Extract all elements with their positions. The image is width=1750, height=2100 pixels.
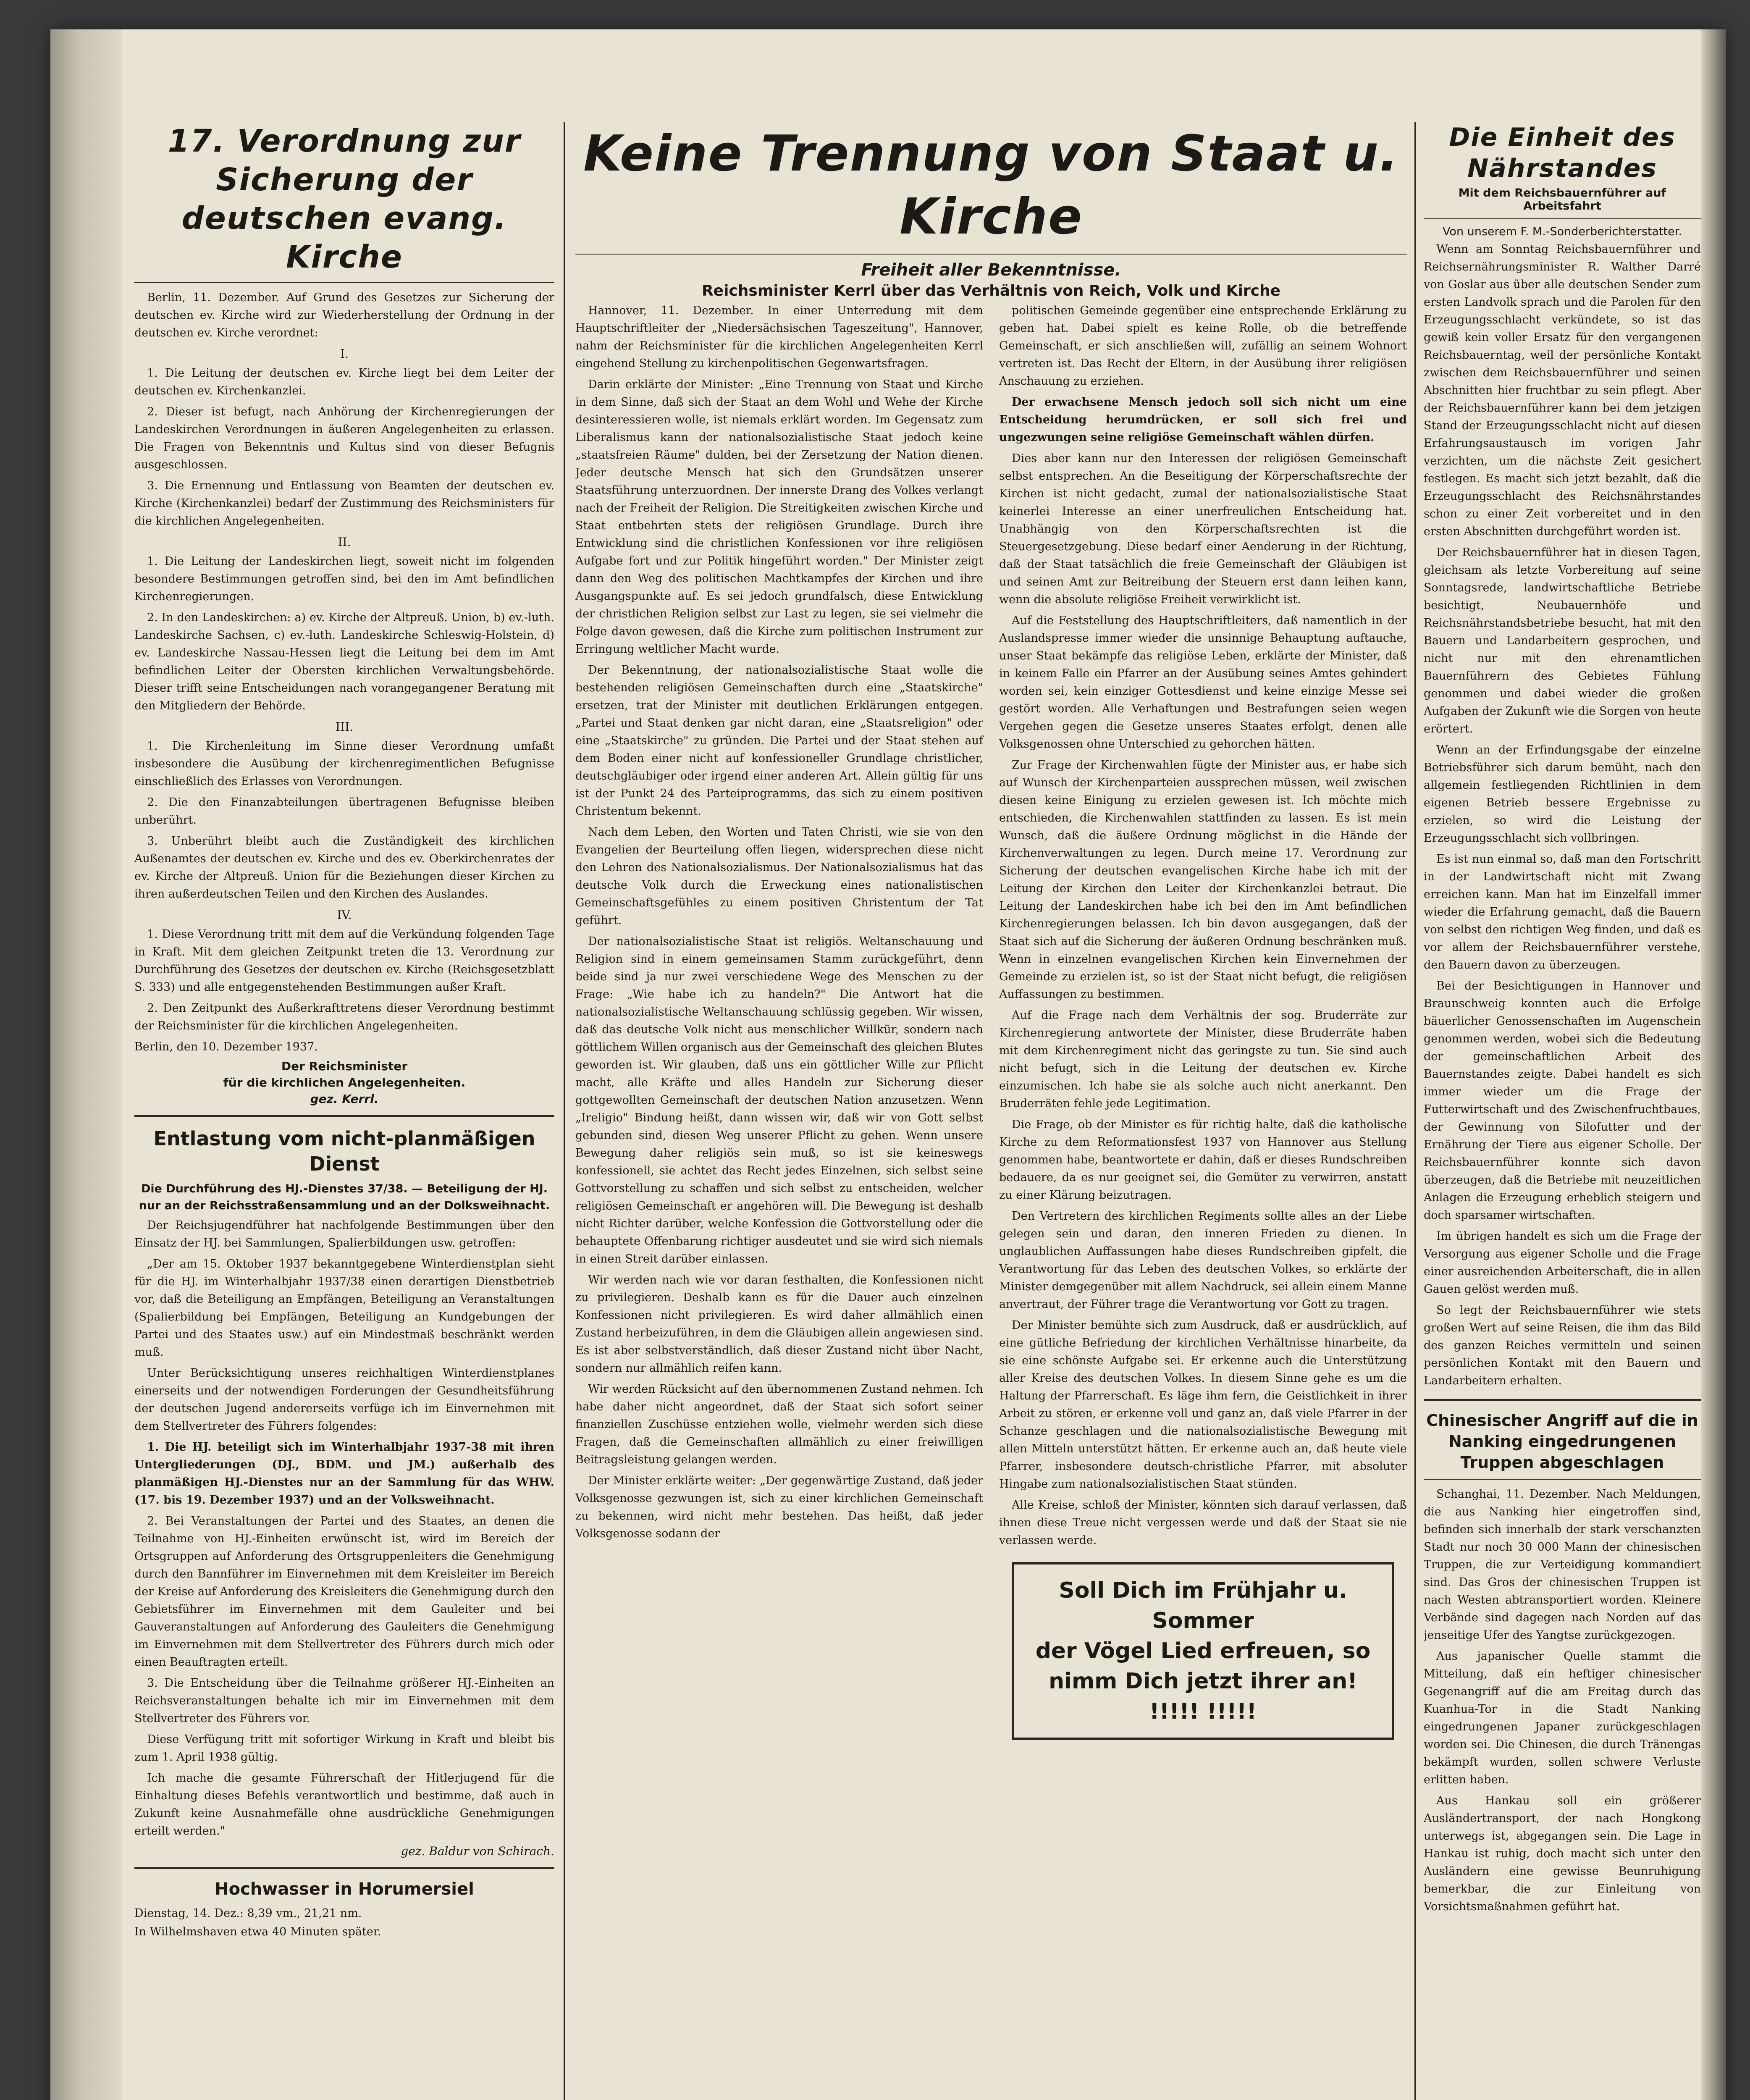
tide-line: In Wilhelmshaven etwa 40 Minuten später. [134,1925,381,1938]
paragraph: Nach dem Leben, den Worten und Taten Christi, wie sie von den Evangelien der Beurteilung offen liegen, widersprechen diese nicht den Lehren des Nationalsozialismus. Der Nationalsozialismus hat das deutsche Volk durch die Erweckung eines nationalistischen Gemeinschaftsgefühles zu einem positiven Christentum der Tat geführt. [575,826,983,927]
article-headline: Die Einheit des Nährstandes [1449,123,1676,183]
tide-line: Dienstag, 14. Dez.: 8,39 vm., 21,21 nm. [134,1907,362,1920]
right-column [1424,122,1701,1919]
paragraph: Ich mache die gesamte Führerschaft der Hitlerjugend für die Einhaltung dieses Befehls verantwortlich und bestimme, daß auch in Zukunft keine Ausnahmefälle ohne ausdrückliche Genehmigungen erteilt werden." [134,1772,554,1838]
paragraph: Den Vertretern des kirchlichen Regiments sollte alles an der Liebe gelegen sein und daran, den inneren Frieden zu dienen. In unglaublichen Auffassungen habe dieses Rundschreiben gipfelt, die Verantwortung für das Leben des deutschen Volkes, so erklärte der Minister demgegenüber mit allem Nachdruck, sei allein einem Manne anvertraut, der Führer trage die Verantwortung vor Gott zu tragen. [999,1210,1407,1311]
paragraph: Der Minister erklärte weiter: „Der gegenwärtige Zustand, daß jeder Volksgenosse gezwungen ist, sich zu einer kirchlichen Gemeinschaft zu bekennen, wird nicht mehr bestehen. Das heißt, daß jeder Volksgenosse sodann der [575,1474,983,1540]
ad-line: nimm Dich jetzt ihrer an! !!!!! !!!!! [1049,1669,1357,1724]
page-edge [1701,29,1726,2100]
article-subcolumn [999,302,1407,1740]
article-subhead: Mit dem Reichsbauernführer auf Arbeitsfahrt [1458,186,1666,213]
paragraph: Die Frage, ob der Minister es für richtig halte, daß die katholische Kirche zu dem Reformationsfest 1937 von Hannover aus Stellung genommen habe, beantwortete er dahin, daß er dieses Rundschreiben bedauere, da es nur geeignet sei, die Gemüter zu verwirren, anstatt zu einer Klärung beizutragen. [999,1118,1407,1202]
paragraph: Der erwachsene Mensch jedoch soll sich nicht um eine Entscheidung herumdrücken, er soll sich frei und ungezwungen seine religiöse Gemeinschaft wählen dürfen. [999,396,1407,444]
divider [1424,1479,1701,1480]
paragraph: 2. Bei Veranstaltungen der Partei und des Staates, an denen die Teilnahme von HJ.-Einheiten erwünscht ist, wird im Bereich der Ortsgruppen auf Anforderung des Ortsgruppenleiters die Genehmigung durch den Bannführer im Einvernehmen mit dem Kreisleiter im Bereich der Kreise auf Anforderung des Kreisleiters die Genehmigung durch den Gebietsführer im Einvernehmen mit dem Gauleiter und bei Gauveranstaltungen auf Anforderung des Gauleiters die Genehmigung im Einvernehmen mit dem Stellvertreter des Führers durch mich oder einen Beauftragten erteilt. [134,1515,554,1669]
divider [1424,1399,1701,1401]
paragraph: 3. Die Entscheidung über die Teilnahme größerer HJ.-Einheiten an Reichsveranstaltungen behalte ich mir im Einvernehmen mit dem Stellvertreter des Führers vor. [134,1677,554,1725]
paragraph: Diese Verfügung tritt mit sofortiger Wirkung in Kraft und bleibt bis zum 1. April 1938 gültig. [134,1733,554,1764]
divider [134,1115,554,1117]
column-rule [564,122,565,2100]
section-mark: II. [338,535,351,549]
article-headline: Chinesischer Angriff auf die in Nanking eingedrungenen Truppen abgeschlagen [1426,1411,1698,1472]
paragraph: Zur Frage der Kirchenwahlen fügte der Minister aus, er habe sich auf Wunsch der Kirchenparteien aussprechen müssen, weil zwischen diesen keine Einigung zu erzielen gewesen ist. Ich möchte mich entschieden, die Kirchenwahlen stattfinden zu lassen. Es ist mein Wunsch, daß die äußere Ordnung möglichst in die Hände der Kirchenverwaltungen zu legen. Durch meine 17. Verordnung zur Sicherung der deutschen evangelischen Kirche habe ich mit der Leitung der Kirchen den Leiter der Kirchenkanzlei betraut. Die Leitung der Landeskirchen habe ich bei den im Amt befindlichen Kirchenregierungen belassen. Ich bin davon ausgegangen, daß der Staat sich auf die Sicherung der äußeren Ordnung beschränken muß. Wenn in einzelnen evangelischen Kirchen kein Einvernehmen der Gemeinde zu erzielen ist, so ist der Staat nicht befugt, die religiösen Auffassungen zu bestimmen. [999,759,1407,1001]
left-column [134,122,554,1941]
divider [575,254,1407,255]
paragraph: Hannover, 11. Dezember. In einer Unterredung mit dem Hauptschriftleiter der „Niedersächsischen Tageszeitung", Hannover, nahm der Reichsminister für die kirchlichen Angelegenheiten Kerrl eingehend Stellung zu kirchenpolitischen Gegenwartsfragen. [575,304,983,370]
section-mark: I. [340,347,349,361]
paragraph: 2. Den Zeitpunkt des Außerkrafttretens dieser Verordnung bestimmt der Reichsminister für die kirchlichen Angelegenheiten. [134,1002,554,1032]
signoff: für die kirchlichen Angelegenheiten. [223,1076,466,1089]
paragraph: 2. Dieser ist befugt, nach Anhörung der Kirchenregierungen der Landeskirchen Verordnungen in äußeren Angelegenheiten zu erlassen. Die Fragen von Bekenntnis und Kultus sind von dieser Befugnis ausgeschlossen. [134,405,554,471]
signoff: gez. Kerrl. [310,1092,379,1106]
paragraph: Wir werden nach wie vor daran festhalten, die Konfessionen nicht zu privilegieren. Deshalb kann es für die Dauer auch einzelnen Konfessionen nicht privilegieren. Es wird daher allmählich einen Zustand herbeizuführen, in dem die Gläubigen allein angewiesen sind. Es ist aber selbstverständlich, daß dieser Zustand nicht über Nacht, sondern nur allmählich reifen kann. [575,1273,983,1375]
divider [1424,218,1701,219]
section-mark: III. [335,720,354,734]
ad-line: Soll Dich im Frühjahr u. Sommer [1059,1578,1347,1633]
article-headline: 17. Verordnung zur Sicherung der deutschen evang. Kirche [168,123,521,275]
signoff: Der Reichsminister [281,1059,408,1073]
divider [134,282,554,283]
paragraph: 2. Die den Finanzabteilungen übertragenen Befugnisse bleiben unberührt. [134,796,554,827]
center-column [575,122,1407,1740]
article-headline: Hochwasser in Horumersiel [215,1880,474,1899]
ad-line: der Vögel Lied erfreuen, so [1035,1638,1371,1664]
divider [134,1867,554,1869]
paragraph: Der Reichsbauernführer hat in diesen Tagen, gleichsam als letzte Vorbereitung auf seine Sonntagsrede, landwirtschaftliche Betriebe besichtigt, Neubauernhöfe und Reichsnährstandsbetriebe besucht, hat mit den Bauern und Landarbeitern gesprochen, und nicht nur mit den ehrenamtlichen Bauernführern des Gebietes Fühlung genommen und dabei wieder die großen Aufgaben der Zukunft wie die Sorgen von heute erörtert. [1424,546,1701,735]
paragraph: Auf die Feststellung des Hauptschriftleiters, daß namentlich in der Auslandspresse immer wieder die unsinnige Behauptung auftauche, unser Staat bekämpfe das religiöse Leben, erklärte der Minister, daß in keinem Falle ein Pfarrer an der Ausübung seines Amtes gehindert worden sei, kein einziger Gottesdienst und keine einzige Messe sei gestört worden. Alle Verhaftungen und Bestrafungen seien wegen Vergehen gegen die Gesetze unseres Staates erfolgt, denen alle Volksgenossen ohne Unterschied zu gehorchen hätten. [999,614,1407,751]
paragraph: Unter Berücksichtigung unseres reichhaltigen Winterdienstplanes einerseits und der notwendigen Forderungen der Gesundheitsführung der deutschen Jugend andererseits verfüge ich im Einvernehmen mit dem Stellvertreter des Führers folgendes: [134,1367,554,1433]
paragraph: Der nationalsozialistische Staat ist religiös. Weltanschauung und Religion sind in einem gemeinsamen Stamm zurückgeführt, denn beide sind ja nur zwei verschiedene Wege des Menschen zu der Frage: „Wie habe ich zu handeln?" Die Antwort hat die nationalsozialistische Weltanschauung schlüssig gegeben. Wir wissen, daß das deutsche Volk nicht aus menschlicher Willkür, sondern nach göttlichem Willen organisch aus der Gemeinschaft des gleichen Blutes geworden ist. Wir glauben, daß uns ein göttlicher Wille zur Pflicht macht, alle Kräfte und alles Handeln zur Sicherung dieser gottgewollten Gemeinschaft der deutschen Nation anzusetzen. Wenn „Ireligio" Bindung heißt, dann wissen wir, daß wir von Gott selbst gebunden sind, diesen Weg unserer Pflicht zu gehen. Wenn unsere Bewegung daher religiös sein muß, so ist sie keineswegs konfessionell, sie achtet das Recht jedes Einzelnen, sich selbst seine Gottvorstellung zu schaffen und sich selbst zu entscheiden, welcher religiösen Gemeinschaft er angehören will. Die Bewegung ist deshalb nicht Richter darüber, welche Konfession die Gottvorstellung oder die behauptete Offenbarung richtiger ausdeutet und sie wird sich niemals in einen Streit darüber einlassen. [575,935,983,1265]
paragraph: 2. In den Landeskirchen: a) ev. Kirche der Altpreuß. Union, b) ev.-luth. Landeskirche Sachsen, c) ev.-luth. Landeskirche Schleswig-Holstein, d) ev. Landeskirche Nassau-Hessen liegt die Leitung bei dem im Amt befindlichen Leiter der Obersten kirchlichen Verwaltungsbehörde. Dieser trifft seine Entscheidungen nach vorangegangener Beratung mit den Mitgliedern der Behörde. [134,611,554,712]
paragraph: Aus Hankau soll ein größerer Ausländertransport, der nach Hongkong unterwegs ist, abgegangen sein. Die Lage in Hankau ist ruhig, doch macht sich unter den Ausländern eine gewisse Beunruhigung bemerkbar, die zur Einleitung von Vorsichtsmaßnahmen geführt hat. [1424,1794,1701,1913]
paragraph: 1. Die HJ. beteiligt sich im Winterhalbjahr 1937-38 mit ihren Untergliederungen (DJ., BDM. und JM.) außerhalb des planmäßigen HJ.-Dienstes nur an der Sammlung für das WHW. (17. bis 19. Dezember 1937) und an der Volksweihnacht. [134,1441,554,1507]
paragraph: Im übrigen handelt es sich um die Frage der Versorgung aus eigener Scholle und die Frage einer ausreichenden Arbeiterschaft, die in allen Gauen gelöst werden muß. [1424,1230,1701,1296]
article-subhead: Die Durchführung des HJ.-Dienstes 37/38. — Beteiligung der HJ. nur an der Reichsstraßensammlung und an der Dolksweihnacht. [139,1182,550,1212]
byline: Von unserem F. M.-Sonderberichterstatter. [1443,225,1682,238]
dateline: Berlin, den 10. Dezember 1937. [134,1040,318,1053]
paragraph: „Der am 15. Oktober 1937 bekanntgegebene Winterdienstplan sieht für die HJ. im Winterhalbjahr 1937/38 einen derartigen Dienstbetrieb vor, daß die Beteiligung an Empfängen, Beteiligung an Veranstaltungen (Spalierbildung bei Empfängen, Beteiligung an Kundgebungen der Partei und des Staates usw.) auf ein Mindestmaß beschränkt werden muß. [134,1257,554,1359]
paragraph: Darin erklärte der Minister: „Eine Trennung von Staat und Kirche in dem Sinne, daß sich der Staat an dem Wohl und Wehe der Kirche desinteressieren wolle, ist niemals erklärt worden. Im Gegensatz zum Liberalismus kann der nationalsozialistische Staat jedoch keine „staatsfreien Räume" dulden, bei der Zersetzung der Nation dienen. Jeder deutsche Mensch hat sich den Grundsätzen unserer Staatsführung unterzuordnen. Der innerste Drang des Volkes verlangt nach der Freiheit der Religion. Die Streitigkeiten zwischen Kirche und Staat entbehrten stets der religiösen Grundlage. Durch ihre Entwicklung sind die christlichen Konfessionen vor ihre religiösen Aufgabe fort und zur Politik hingeführt worden." Der Minister zeigt dann den Weg des politischen Machtkampfes der Kirchen und ihre Ausgangspunkte auf. Es sei jedoch grundfalsch, diese Entwicklung der christlichen Religion selbst zur Last zu legen, sie sei vielmehr die Folge davon gewesen, daß die Kirche zum politischen Instrument zur Erringung weltlicher Macht wurde. [575,378,983,656]
paragraph: Wenn an der Erfindungsgabe der einzelne Betriebsführer sich darum bemüht, nach den allgemein festliegenden Richtlinien in dem eigenen Betrieb bessere Ergebnisse zu erzielen, so wird die Leistung der Erzeugungsschlacht sich vollbringen. [1424,743,1701,845]
article-intro: Berlin, 11. Dezember. Auf Grund des Gesetzes zur Sicherung der deutschen ev. Kirche wird zur Wiederherstellung der Ordnung in der deutschen ev. Kirche verordnet: [134,291,554,339]
article-subhead: Reichsminister Kerrl über das Verhältnis von Reich, Volk und Kirche [701,282,1281,299]
paragraph: Schanghai, 11. Dezember. Nach Meldungen, die aus Nanking hier eingetroffen sind, befinden sich innerhalb der stark verschanzten Stadt nur noch 30 000 Mann der chinesischen Truppen, die zur Verteidigung kommandiert sind. Das Gros der chinesischen Truppen ist nach Westen abtransportiert worden. Kleinere Verbände sind dagegen nach Norden auf das jenseitige Ufer des Yangtse zurückgezogen. [1424,1488,1701,1642]
article-headline: Entlastung vom nicht-planmäßigen Dienst [153,1127,535,1175]
paragraph: Alle Kreise, schloß der Minister, könnten sich darauf verlassen, daß ihnen diese Treue nicht vergessen werde und daß der Staat sie nie verlassen werde. [999,1499,1407,1547]
paragraph: Wir werden Rücksicht auf den übernommenen Zustand nehmen. Ich habe daher nicht angeordnet, daß der Staat sich sofort seiner finanziellen Zuschüsse entziehen wolle, vielmehr werden sich diese Fragen, daß die Gemeinschaften allmählich zu einer freiwilligen Beitragsleistung gelangen werden. [575,1383,983,1466]
paragraph: 3. Unberührt bleibt auch die Zuständigkeit des kirchlichen Außenamtes der deutschen ev. Kirche und des ev. Oberkirchenrates der ev. Kirche der Altpreuß. Union für die Beziehungen dieser Kirchen zu ihren außerdeutschen Teilen und den Kirchen des Auslandes. [134,835,554,900]
paragraph: Der Reichsjugendführer hat nachfolgende Bestimmungen über den Einsatz der HJ. bei Sammlungen, Spalierbildungen usw. getroffen: [134,1219,554,1250]
main-headline: Keine Trennung von Staat u. Kirche [583,124,1399,245]
signature: gez. Baldur von Schirach. [401,1844,554,1858]
paragraph: Wenn am Sonntag Reichsbauernführer und Reichsernährungsminister R. Walther Darré von Goslar aus über alle deutschen Sender zum ersten Landvolk sprach und die Parolen für den Erzeugungsschlacht verkündete, so ist das gewiß kein voller Ersatz für den vergangenen Reichsbauerntag, weil der persönliche Kontakt zwischen dem Reichsbauernführer und seinen Abschnitten hier fruchtbar zu sein pflegt. Aber der Reichsbauernführer kann bei dem jetzigen Stand der Erzeugungsschlacht nicht auf diesen Erfahrungsaustausch im vorigen Jahr verzichten, um die nächste Zeit gesichert festlegen. Es macht sich jetzt bezahlt, daß die Erzeugungsschlacht des Reichsnährstandes schon zu einer Zeit vorbereitet und in den ersten Abschnitten durchgeführt worden ist. [1424,243,1701,538]
paragraph: Auf die Frage nach dem Verhältnis der sog. Bruderräte zur Kirchenregierung antwortete der Minister, diese Bruderräte haben mit dem Kirchenregiment nicht das geringste zu tun. Sie sind auch nicht befugt, sich in die Leitung der deutschen ev. Kirche einzumischen. Ich habe sie als solche auch nicht anerkannt. Den Bruderräten fehle jede Legitimation. [999,1009,1407,1110]
paragraph: politischen Gemeinde gegenüber eine entsprechende Erklärung zu geben hat. Dabei spielt es keine Rolle, ob die betreffende Gemeinschaft, er sich anschließen will, zufällig an seinem Wohnort vertreten ist. Das Recht der Eltern, in der Ausübung ihrer religiösen Anschauung zu erziehen. [999,304,1407,388]
paragraph: 1. Die Kirchenleitung im Sinne dieser Verordnung umfaßt insbesondere die Ausübung der kirchenregimentlichen Befugnisse einschließlich des Erlasses von Verordnungen. [134,740,554,788]
article-subhead: Freiheit aller Bekenntnisse. [861,260,1121,280]
paragraph: Der Minister bemühte sich zum Ausdruck, daß er ausdrücklich, auf eine gütliche Befriedung der kirchlichen Verhältnisse hinarbeite, da sie eine schönste Aufgabe sei. Er erkenne auch die Unterstützung aller Kreise des deutschen Volkes. In diesem Sinne gehe es um die Haltung der Pfarrerschaft. Es läge ihm fern, die Geistlichkeit in ihrer Arbeit zu stören, er erkenne voll und ganz an, daß viele Pfarrer in der Schanze geschlagen und die nationalsozialistische Bewegung mit allen Mitteln unterstützt hätten. Er erkenne auch an, daß heute viele Pfarrer, insbesondere deutsch-christliche Pfarrer, mit absoluter Hingabe zum nationalsozialistischen Staat stünden. [999,1319,1407,1491]
article-body [575,302,1407,1740]
newspaper-page [50,29,1726,2100]
paragraph: 3. Die Ernennung und Entlassung von Beamten der deutschen ev. Kirche (Kirchenkanzlei) bedarf der Zustimmung des Reichsministers für die kirchlichen Angelegenheiten. [134,479,554,528]
paragraph: Es ist nun einmal so, daß man den Fortschritt in der Landwirtschaft nicht mit Zwang erreichen kann. Man hat im Einzelfall immer wieder die Erfahrung gemacht, daß die Bauern von selbst den richtigen Weg finden, und daß es vor allem der Reichsbauernführer verstehe, den Bauern davon zu überzeugen. [1424,853,1701,971]
paragraph: 1. Die Leitung der Landeskirchen liegt, soweit nicht im folgenden besondere Bestimmungen getroffen sind, bei den im Amt befindlichen Kirchenregierungen. [134,555,554,603]
paragraph: Bei der Besichtigungen in Hannover und Braunschweig konnten auch die Erfolge bäuerlicher Genossenschaften im Augenschein genommen werden, wobei sich die Bedeutung der gemeinschaftlichen Arbeit des Bauernstandes zeigte. Dabei handelt es sich immer wieder um die Frage der Futterwirtschaft und des Zwischenfruchtbaues, der Gewinnung von Silofutter und der Ernährung der Tiere aus eigener Scholle. Der Reichsbauernführer konnte sich davon überzeugen, daß die Betriebe mit neuzeitlichen Anlagen die Erzeugung erheblich steigern und doch sparsamer wirtschaften. [1424,979,1701,1222]
section-mark: IV. [337,908,352,922]
paragraph: Der Bekenntnung, der nationalsozialistische Staat wolle die bestehenden religiösen Gemeinschaften durch eine „Staatskirche" ersetzen, trat der Minister mit deutlichen Erklärungen entgegen. „Partei und Staat denken gar nicht daran, eine „Staatsreligion" oder eine „Staatskirche" zu gründen. Die Partei und der Staat stehen auf dem Boden einer nicht auf konfessioneller Grundlage christlicher, deutschgläubiger oder irgend einer anderen Art. Allein gültig für uns ist der Punkt 24 des Parteiprogramms, das sich zu einem positiven Christentum bekennt. [575,664,983,818]
paragraph: Aus japanischer Quelle stammt die Mitteilung, daß ein heftiger chinesischer Gegenangriff auf die am Freitag durch das Kuanhua-Tor in die Stadt Nanking eingedrungenen Japaner zurückgeschlagen worden sei. Die Chinesen, die durch Tränengas bekämpft wurden, sollen schwere Verluste erlitten haben. [1424,1650,1701,1786]
paragraph: 1. Die Leitung der deutschen ev. Kirche liegt bei dem Leiter der deutschen ev. Kirchenkanzlei. [134,367,554,397]
paragraph: Dies aber kann nur den Interessen der religiösen Gemeinschaft selbst entsprechen. An die Beseitigung der Körperschaftsrechte der Kirchen ist nicht gedacht, zumal der nationalsozialistische Staat keinerlei Interesse an einer unerfreulichen Entscheidung hat. Unabhängig von den Körperschaftsrechten ist die Steuergesetzgebung. Diese bedarf einer Aenderung in der Richtung, daß der Staat tatsächlich die freie Gemeinschaft der Gläubigen ist und seinen Amt zur Beitreibung der Steuern erst dann leihen kann, wenn die absolute religiöse Freiheit verwirklicht ist. [999,452,1407,606]
article-subcolumn [575,302,983,1740]
column-rule [1414,122,1416,2100]
page-binding [50,29,122,2100]
paragraph: So legt der Reichsbauernführer wie stets großen Wert auf seine Reisen, die ihm das Bild des ganzen Reiches vermitteln und seinen persönlichen Kontakt mit den Bauern und Landarbeitern erhalten. [1424,1304,1701,1387]
paragraph: 1. Diese Verordnung tritt mit dem auf die Verkündung folgenden Tage in Kraft. Mit dem gleichen Zeitpunkt treten die 13. Verordnung zur Durchführung des Gesetzes der deutschen ev. Kirche (Reichsgesetzblatt S. 333) und alle entgegenstehenden Bestimmungen außer Kraft. [134,928,554,994]
advertisement-box [1012,1562,1394,1740]
